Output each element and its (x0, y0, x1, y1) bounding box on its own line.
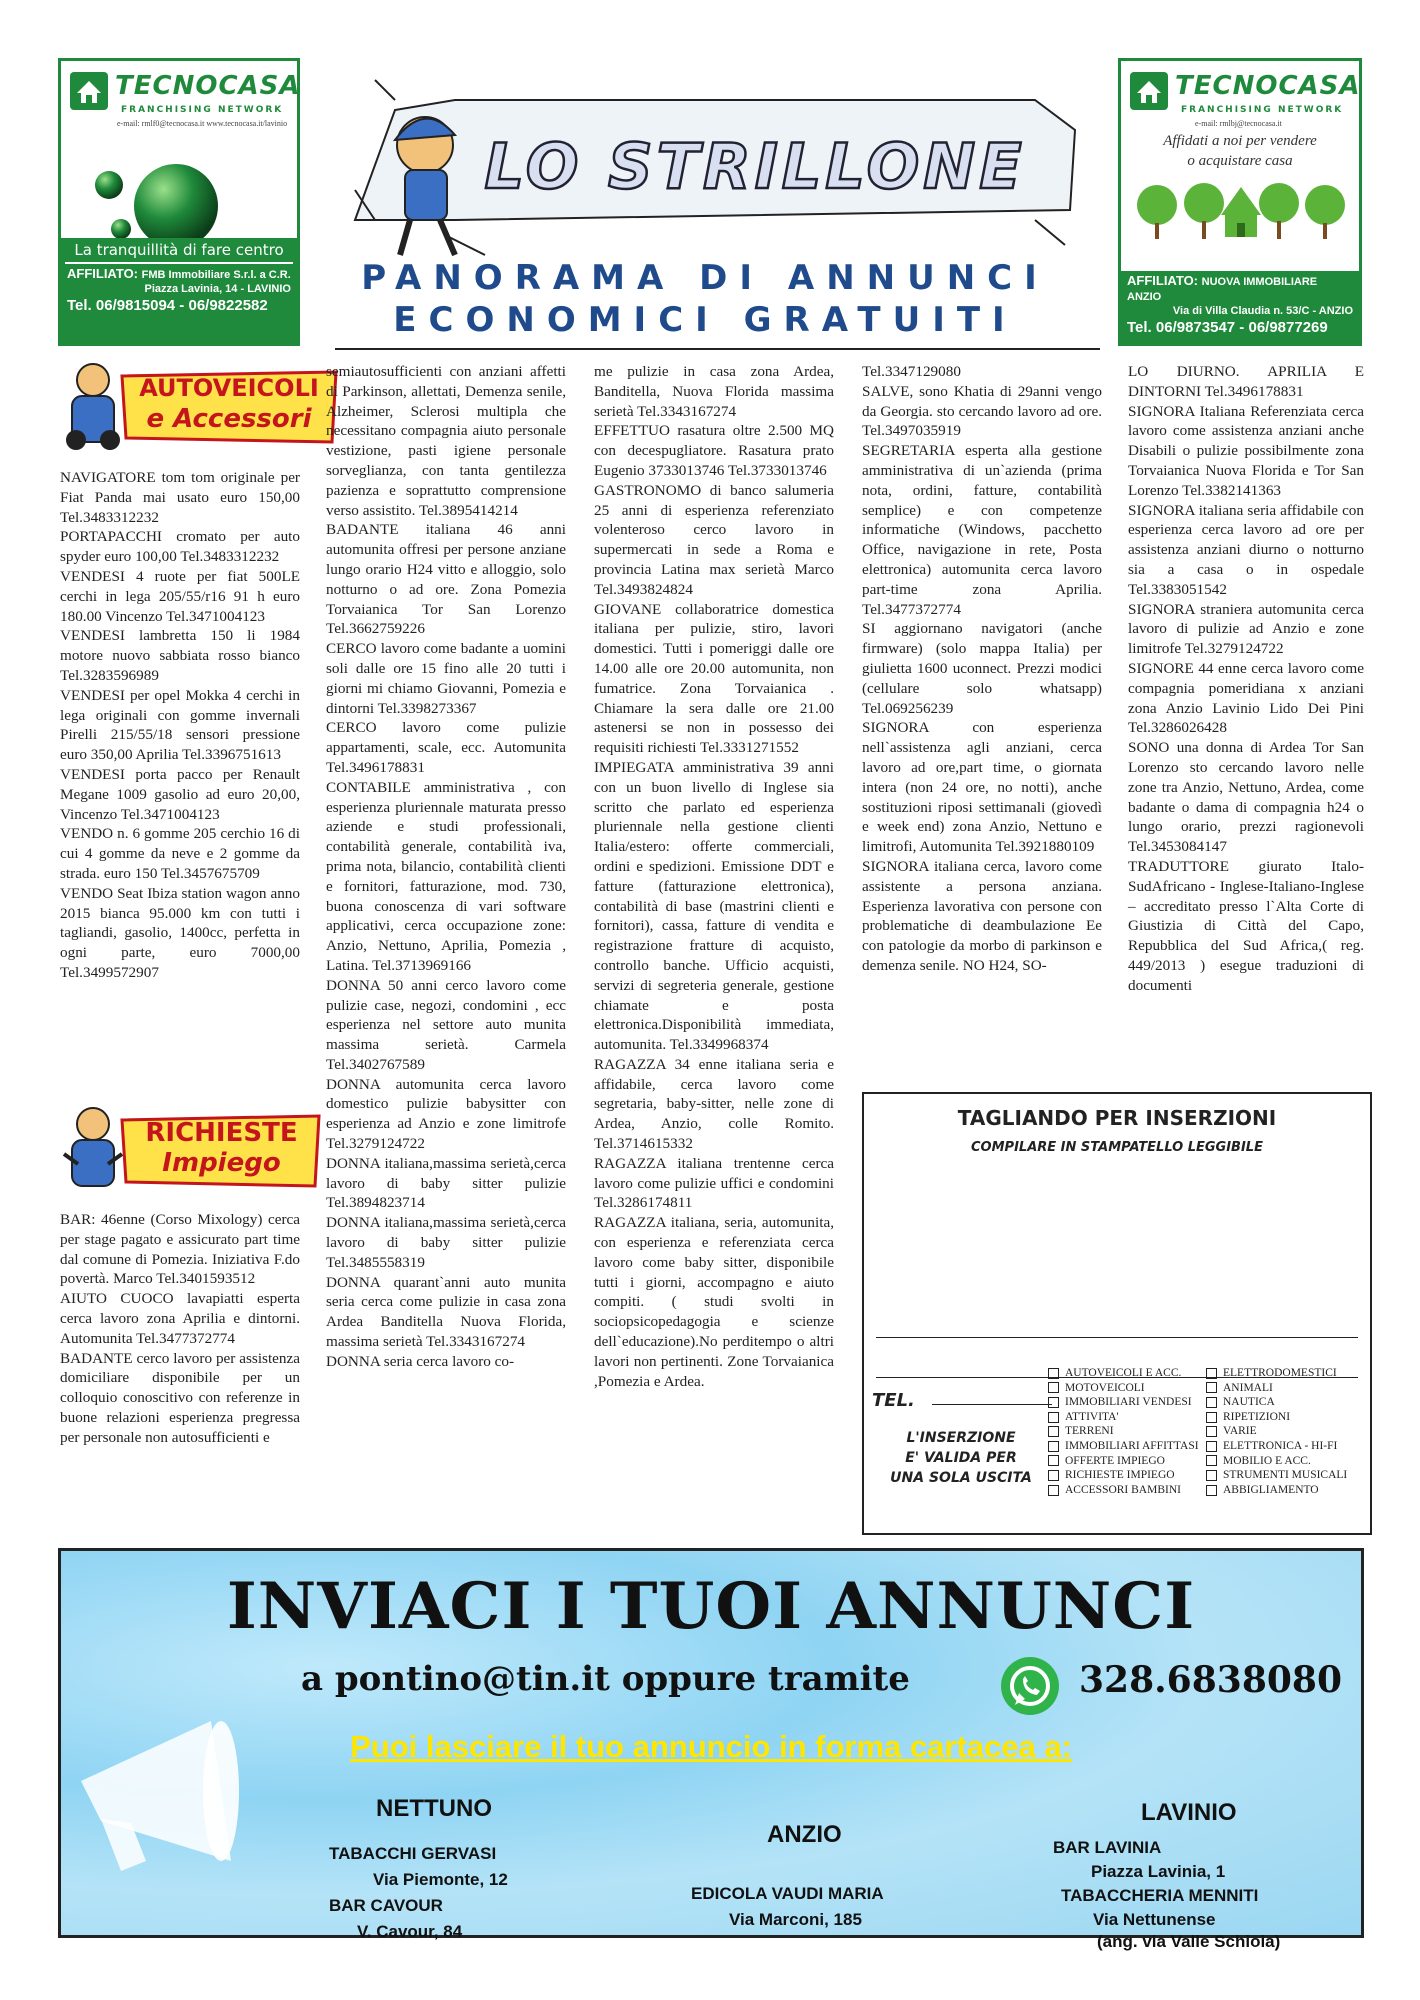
checkbox-square[interactable] (1206, 1397, 1217, 1408)
category-label: STRUMENTI MUSICALI (1223, 1469, 1348, 1482)
classified-ad: RAGAZZA italiana trentenne cerca lavoro come pulizie uffici e condomini Tel.3286174811 (594, 1154, 834, 1212)
classified-ad: DONNA italiana,massima serietà,cerca lavoro di baby sitter pulizie Tel.3894823714 (326, 1154, 566, 1212)
whatsapp-icon (999, 1655, 1061, 1717)
checkbox-square[interactable] (1048, 1397, 1059, 1408)
category-checkbox[interactable] (1048, 1439, 1199, 1454)
tecnocasa-ad-anzio (1118, 58, 1362, 346)
checkbox-square[interactable] (1048, 1485, 1059, 1496)
classified-ad: Tel.3347129080 (862, 363, 961, 380)
category-label: IMMOBILIARI AFFITTASI (1065, 1439, 1199, 1452)
masthead-text: LO STRILLONE (484, 130, 1026, 203)
classified-ad: TRADUTTORE giurato Italo-SudAfricano - Inglese-Italiano-Inglese – accreditato presso l`Alta Corte di Giustizia di Città del Capo, Repubblica del Sud Africa,( reg. 449/2013 ) esegue traduzioni di documenti (1128, 857, 1364, 994)
checkbox-square[interactable] (1206, 1470, 1217, 1481)
newsboy-mascot (395, 117, 455, 255)
classified-ad: SIGNORA con esperienza nell`assistenza agli anziani, cerca lavoro ad ore,part time, o giornata intera (non 24 ore, no notti), anche sostituzioni riposi settimanali (giovedì e week end) zona Anzio, Nettuno e limitrofi, Automunita Tel.3921880109 (862, 719, 1102, 856)
classified-ad: DONNA italiana,massima serietà,cerca lavoro di baby sitter pulizie Tel.3485558319 (326, 1214, 566, 1271)
category-checkbox[interactable] (1206, 1410, 1347, 1425)
tecnocasa-ad-lavinio (58, 58, 300, 346)
nettuno-addr-1: Via Piemonte, 12 (373, 1870, 508, 1889)
town-lavinio: LAVINIO (1141, 1799, 1237, 1826)
category-checkbox[interactable] (1048, 1468, 1199, 1483)
category-checkbox[interactable] (1048, 1424, 1199, 1439)
category-label: MOTOVEICOLI (1065, 1381, 1145, 1394)
tecnocasa-brand: TECNOCASA (1175, 71, 1361, 101)
classified-ad: DONNA quarant`anni auto munita seria cerca come pulizie in casa zona Ardea Banditella Nuova Florida, massima serietà Tel.3343167274 (326, 1273, 566, 1351)
classified-ad: RAGAZZA 34 enne italiana seria e affidabile, cerca lavoro come segretaria, baby-sitter, nelle zone di Ardea, Anzio, colle Romito. Tel.3714615332 (594, 1055, 834, 1153)
affiliate-address: Via di Villa Claudia n. 53/C - ANZIO (1172, 305, 1353, 317)
classified-ad: SI aggiornano navigatori (anche firmware) (solo mappa Italia) per giulietta 1600 uconnect. Prezzi modici (cellulare solo whatsapp) Tel.069256239 (862, 620, 1102, 717)
classified-ad: BAR: 46enne (Corso Mixology) cerca per stage pagato e assicurato part time dal comune di Pomezia. Iniziativa F.do povertà. Marco Tel.3401593512 (60, 1211, 300, 1288)
column-4 (862, 362, 1102, 1078)
banner-paper-text: Puoi lasciare il tuo annuncio in forma cartacea a: (350, 1729, 1072, 1764)
tecnocasa-email: e-mail: rmlf0@tecnocasa.it www.tecnocasa.it/lavinio (117, 119, 288, 128)
classified-ad: SIGNORE 44 enne cerca lavoro come compagnia pomeridiana x anziani zona Anzio Lavinio Lido Dei Pini Tel.3286026428 (1128, 659, 1364, 737)
classified-ad: BADANTE cerco lavoro per assistenza domiciliare disponibile per un colloquio conoscitivo con referenze in buone relazioni esperienza pregressa per personale non autosufficienti e (60, 1349, 300, 1446)
classified-ad: VENDESI 4 ruote per fiat 500LE cerchi in lega 205/55/r16 91 h euro 180.00 Vincenzo Tel.3471004123 (60, 567, 300, 625)
checkbox-square[interactable] (1048, 1426, 1059, 1437)
category-label: RICHIESTE IMPIEGO (1065, 1469, 1175, 1482)
category-label: MOBILIO E ACC. (1223, 1454, 1311, 1467)
category-checkbox[interactable] (1206, 1395, 1347, 1410)
checkbox-square[interactable] (1206, 1485, 1217, 1496)
coupon-title: TAGLIANDO PER INSERZIONI (957, 1106, 1277, 1130)
checkbox-square[interactable] (1206, 1412, 1217, 1423)
classified-ad: SIGNORA italiana seria affidabile con esperienza cerca lavoro ad ore per assistenza anziani diurno o notturno sia a casa o in ospedale Tel.3383051542 (1128, 501, 1364, 598)
jobs-label-line1: RICHIESTE (145, 1118, 298, 1148)
classified-ad: VENDESI per opel Mokka 4 cerchi in lega originali con gomme invernali Pirelli 215/55/18 sensori pressione euro 350,00 Aprilia Tel.3396751613 (60, 686, 300, 764)
classified-ad: CERCO lavoro come pulizie appartamenti, scale, ecc. Automunita Tel.3496178831 (326, 719, 566, 776)
lo-strillone-masthead-logo (335, 70, 1090, 270)
category-checkbox[interactable] (1206, 1454, 1347, 1469)
tecnocasa-house-logo (69, 71, 109, 111)
tecnocasa-tagline: La tranquillità di fare centro (74, 241, 284, 259)
classified-ad: GASTRONOMO di banco salumeria 25 anni di esperienza referenziato volenteroso cerco lavoro in supermercati in sede a Roma e provincia Latina max serietà Marco Tel.3493824824 (594, 481, 834, 598)
classified-ad: IMPIEGATA amministrativa 39 anni con un buon livello di Inglese sia scritto che parlato ed esperienza pluriennale nella gestione clienti Italia/estero: offerte commerciali, ordini e spedizioni. Emissione DDT e fatture (fatturazione elettronica), contabilità di base (mastrini clienti e fornitori), cassa, fatture di vendita e registrazione fratture di acquisto, controllo banche. Ufficio acquisti, servizi di segreteria generale, gestione chiamate e posta elettronica.Disponibilità immediata, automunita. Tel.3349968374 (594, 758, 834, 1054)
nettuno-shop-1: TABACCHI GERVASI (329, 1844, 497, 1863)
category-checkbox[interactable] (1206, 1468, 1347, 1483)
classified-ad: SIGNORA Italiana Referenziata cerca lavoro come assistenza anziani anche Disabili o pulizie possibilmente zona Torvaianica Nuova Florida e Tor San Lorenzo Tel.3382141363 (1128, 402, 1364, 499)
coupon-tel-field[interactable] (932, 1404, 1052, 1405)
banner-phone[interactable]: 328.6838080 (1079, 1659, 1343, 1701)
checkbox-square[interactable] (1048, 1455, 1059, 1466)
classified-ad: DONNA seria cerca lavoro co- (326, 1352, 515, 1370)
tecnocasa-footer (1121, 271, 1359, 343)
lavinio-shop-1: BAR LAVINIA (1053, 1838, 1162, 1857)
classified-ad: SONO una donna di Ardea Tor San Lorenzo sto cercando lavoro nelle zone tra Anzio, Nettuno, Ardea, come badante o dama di compagnia h24 o lungo orario, prezzi ragionevoli Tel.3453084147 (1128, 739, 1364, 856)
slogan-line1: Affidati a noi per vendere (1163, 133, 1317, 149)
classified-ad: SIGNORA italiana cerca, lavoro come assistente a persona anziana. Esperienza lavorativa con persone con problematiche di deambulazione Ee con patologie da morbo di parkinson e demenza senile. NO H24, SO- (862, 857, 1102, 974)
category-label: NAUTICA (1223, 1396, 1275, 1409)
coupon-categories-left (1048, 1366, 1199, 1497)
affiliate-label: AFFILIATO: (1127, 273, 1199, 288)
category-label: ABBIGLIAMENTO (1223, 1483, 1319, 1496)
column-1-richieste-impiego (60, 1210, 300, 1540)
classified-ad: LO DIURNO. APRILIA E DINTORNI Tel.3496178831 (1128, 363, 1364, 400)
lavinio-addr-1: Piazza Lavinia, 1 (1091, 1862, 1226, 1881)
section-badge-autoveicoli (58, 360, 319, 455)
checkbox-square[interactable] (1048, 1412, 1059, 1423)
checkbox-square[interactable] (1206, 1426, 1217, 1437)
category-checkbox[interactable] (1048, 1410, 1199, 1425)
classified-ad: VENDESI lambretta 150 li 1984 motore nuovo sabbiata rosso bianco Tel.3283596989 (60, 627, 300, 684)
nettuno-shop-2: BAR CAVOUR (329, 1896, 443, 1915)
affiliate-phones: Tel. 06/9815094 - 06/9822582 (67, 297, 268, 314)
category-label: TERRENI (1065, 1425, 1114, 1438)
section-badge-richieste-impiego (58, 1104, 298, 1199)
tecnocasa-network: FRANCHISING NETWORK (121, 105, 284, 115)
classified-ad: AIUTO CUOCO lavapiatti esperta cerca lavoro zona Aprilia e dintorni. Automunita Tel.3477372774 (60, 1290, 300, 1347)
lavinio-shop-2: TABACCHERIA MENNITI (1061, 1886, 1259, 1905)
classified-ad: SEGRETARIA esperta alla gestione amministrativa di un`azienda (prima nota, ordini, fatture, contabilità semplice) e con competenze informatiche (Windows, pacchetto Office, navigazione in rete, Posta elettronica) automunita cerca lavoro part-time zona Aprilia. Tel.3477372774 (862, 442, 1102, 618)
town-anzio: ANZIO (767, 1821, 842, 1848)
coupon-write-line[interactable] (876, 1337, 1358, 1338)
category-label: RIPETIZIONI (1223, 1410, 1291, 1423)
tecnocasa-footer (61, 238, 297, 343)
classified-ad: SIGNORA straniera automunita cerca lavoro di pulizie ad Anzio e zone limitrofe Tel.3279124722 (1128, 600, 1364, 658)
category-checkbox[interactable] (1206, 1439, 1347, 1454)
tecnocasa-brand: TECNOCASA (115, 71, 301, 101)
affiliate-phones: Tel. 06/9873547 - 06/9877269 (1127, 319, 1328, 336)
classified-ad: RAGAZZA italiana, seria, automunita, con esperienza e referenziata cerca lavoro come baby sitter, disponibile tutti i giorni, accompagno e aiuto compiti. ( studi svolti in sociopsicopedagogia e scienze dell`educazione).No perditempo o altri lavori non pertinenti. Zone Torvaianica ,Pomezia e Ardea. (594, 1214, 834, 1390)
banner-email-text[interactable]: a pontino@tin.it oppure tramite (301, 1659, 910, 1699)
category-checkbox[interactable] (1048, 1483, 1199, 1498)
jobs-label-line2: Impiego (162, 1148, 281, 1178)
classified-ad: VENDESI porta pacco per Renault Megane 1009 gasolio ad euro 20,00, Vincenzo Tel.3471004123 (60, 765, 300, 823)
classified-ad: PORTAPACCHI cromato per auto spyder euro 100,00 Tel.3483312232 (60, 528, 300, 566)
slogan-line2: o acquistare casa (1187, 153, 1293, 169)
page-title-line1: PANORAMA DI ANNUNCI (361, 258, 1049, 298)
classified-ad: DONNA automunita cerca lavoro domestico pulizie babysitter con esperienza ad Anzio e zone limitrofe Tel.3279124722 (326, 1075, 566, 1153)
checkbox-square[interactable] (1048, 1382, 1059, 1393)
category-label: OFFERTE IMPIEGO (1065, 1454, 1165, 1467)
classified-ad: VENDO n. 6 gomme 205 cerchio 16 di cui 4 gomme da neve e 2 gomme da strada. euro 150 Tel.3457675709 (60, 825, 300, 882)
category-label: IMMOBILIARI VENDESI (1065, 1396, 1192, 1409)
column-1-autoveicoli (60, 468, 300, 1098)
town-nettuno: NETTUNO (376, 1795, 492, 1822)
category-checkbox[interactable] (1048, 1381, 1199, 1396)
category-label: ELETTRONICA - HI-FI (1223, 1439, 1338, 1452)
category-checkbox[interactable] (1048, 1395, 1199, 1410)
classified-ad: semiautosufficienti con anziani affetti di Parkinson, allettati, Demenza senile, Alzheimer, Sclerosi multipla che necessitano compagnia aiuto personale vestizione, pasti igiene personale sorveglianza, con tanta gentilezza pazienza e soprattutto comprensione verso assistito. Tel.3895414214 (326, 363, 566, 519)
lavinio-addr-2: Via Nettunense (1093, 1910, 1216, 1929)
page-title-line2: ECONOMICI GRATUITI (393, 300, 1017, 340)
classified-ad: EFFETTUO rasatura oltre 2.500 MQ con decespugliatore. Rasatura prato Eugenio 3733013746 Tel.3733013746 (594, 422, 834, 479)
category-label: AUTOVEICOLI E ACC. (1065, 1367, 1182, 1379)
category-checkbox[interactable] (1206, 1483, 1347, 1498)
auto-label-line2: e Accessori (146, 404, 312, 434)
classified-ad: NAVIGATORE tom tom originale per Fiat Panda mai usato euro 150,00 Tel.3483312232 (60, 469, 300, 526)
tecnocasa-house-logo (1129, 71, 1169, 111)
affiliate-name: NUOVA IMMOBILIARE ANZIO (1127, 276, 1318, 303)
checkbox-square[interactable] (1048, 1368, 1059, 1379)
classified-ad: DONNA 50 anni cerco lavoro come pulizie case, negozi, condomini , ecc esperienza nel settore auto munita massima serietà. Carmela Tel.3402767589 (326, 976, 566, 1073)
checkbox-square[interactable] (1048, 1470, 1059, 1481)
coupon-subtitle: COMPILARE IN STAMPATELLO LEGGIBILE (971, 1140, 1263, 1155)
category-label: ANIMALI (1223, 1381, 1273, 1394)
category-checkbox[interactable] (1048, 1454, 1199, 1469)
green-spheres-graphic (81, 141, 231, 251)
anzio-shop-1: EDICOLA VAUDI MARIA (691, 1884, 884, 1903)
category-checkbox[interactable] (1206, 1424, 1347, 1439)
coupon-tel-label: TEL. (872, 1390, 915, 1411)
category-label: VARIE (1223, 1425, 1257, 1438)
category-label: ACCESSORI BAMBINI (1065, 1483, 1181, 1496)
category-checkbox[interactable] (1206, 1366, 1347, 1381)
lavinio-addr-3: (ang. via Valle Schioia) (1097, 1932, 1281, 1951)
classified-ad: BADANTE italiana 46 anni automunita offresi per persone anziane lungo orario H24 vitto e alloggio, solo notturno o ad ore. Zona Pomezia Torvaianica Tor San Lorenzo Tel.3662759226 (326, 521, 566, 638)
classified-ad: CONTABILE amministrativa , con esperienza pluriennale maturata presso aziende e studi professionali, contabilità generale, contabilità iva, prima nota, bilancio, contabilità clienti e fornitori, fatturazione, mod. 730, buona conoscenza di vari software applicativi, cerca occupazione zone: Anzio, Nettuno, Aprilia, Pomezia , Latina. Tel.3713969166 (326, 778, 566, 974)
tecnocasa-network: FRANCHISING NETWORK (1181, 105, 1344, 115)
checkbox-square[interactable] (1048, 1441, 1059, 1452)
send-ads-banner (58, 1548, 1364, 1951)
checkbox-square[interactable] (1206, 1382, 1217, 1393)
classified-ad: CERCO lavoro come badante a uomini soli dalle ore 15 fino alle 20 tutti i giorni mi chiamo Giovanni, Pomezia e dintorni Tel.3398273367 (326, 640, 566, 717)
trees-and-house-graphic (1129, 179, 1353, 241)
auto-label-line1: AUTOVEICOLI (139, 374, 319, 402)
nettuno-addr-2: V. Cavour, 84 (357, 1922, 463, 1941)
coupon-validity-note: L'INSERZIONE E' VALIDA PER UNA SOLA USCITA (890, 1430, 1032, 1486)
classified-ad: VENDO Seat Ibiza station wagon anno 2015 bianca 95.000 km con tutti i tagliandi, gasolio, 1400cc, perfetta in ogni parte, euro 7000,00 Tel.3499572907 (60, 884, 300, 981)
affiliate-address: Piazza Lavinia, 14 - LAVINIO (144, 283, 291, 295)
classified-ad: SALVE, sono Khatia di 29anni vengo da Georgia. sto cercando lavoro ad ore. Tel.3497035919 (862, 382, 1102, 440)
checkbox-square[interactable] (1206, 1441, 1217, 1452)
column-3 (594, 362, 834, 1540)
category-label: ELETTRODOMESTICI (1223, 1367, 1337, 1379)
affiliate-name: FMB Immobiliare S.r.l. a C.R. (141, 269, 291, 281)
checkbox-square[interactable] (1206, 1368, 1217, 1379)
column-2 (326, 362, 566, 1540)
anzio-addr-1: Via Marconi, 185 (729, 1910, 862, 1929)
banner-headline: INVIACI I TUOI ANNUNCI (226, 1569, 1196, 1644)
coupon-categories-right (1206, 1366, 1347, 1497)
header-divider (335, 348, 1100, 350)
tecnocasa-email: e-mail: rmlbj@tecnocasa.it (1195, 119, 1282, 128)
affiliate-label: AFFILIATO: (67, 266, 139, 281)
classified-ad: GIOVANE collaboratrice domestica italiana per pulizie, stiro, lavori domestici. Tutti i pomeriggi dalle ore 14.00 alle ore 20.00 automunita, non fumatrice. Zona Torvaianica . Chiamare la sera dalle ore 21.00 astenersi se non in possesso dei requisiti richiesti Tel.3331271552 (594, 600, 834, 757)
column-5 (1128, 362, 1364, 1078)
category-checkbox[interactable] (1206, 1381, 1347, 1396)
category-label: ATTIVITA' (1065, 1410, 1119, 1423)
checkbox-square[interactable] (1206, 1455, 1217, 1466)
classified-ad: me pulizie in casa zona Ardea, Banditella, Nuova Florida massima serietà Tel.3343167274 (594, 363, 834, 420)
category-checkbox[interactable] (1048, 1366, 1199, 1381)
